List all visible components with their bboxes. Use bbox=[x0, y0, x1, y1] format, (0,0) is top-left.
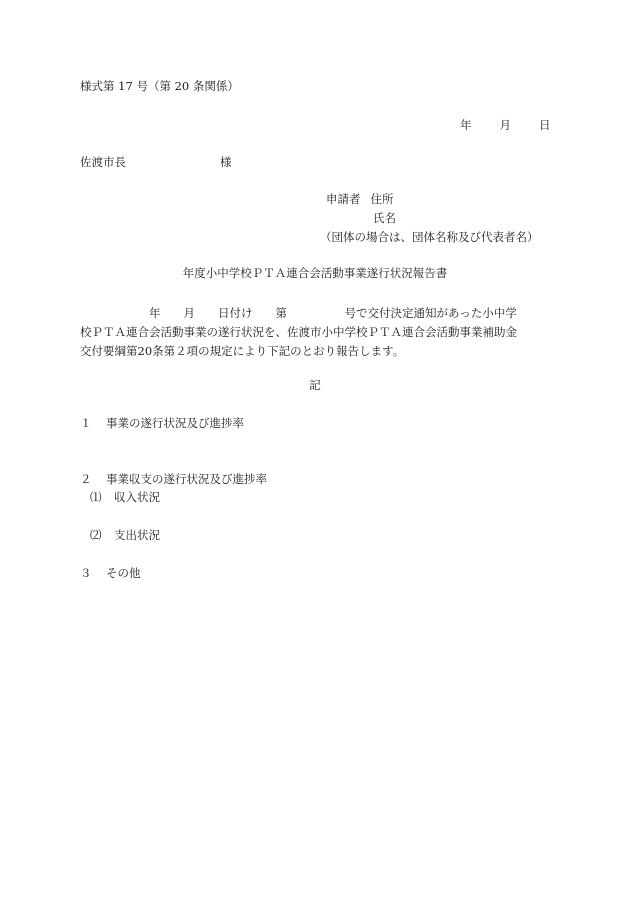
section-3-text: その他 bbox=[106, 566, 141, 580]
applicant-address-label: 住所 bbox=[370, 192, 394, 206]
section-1-text: 事業の遂行状況及び進捗率 bbox=[106, 416, 244, 430]
section-3 bbox=[80, 568, 141, 580]
date-year: 年 bbox=[460, 118, 472, 132]
sub-1-number: ⑴ bbox=[90, 490, 102, 504]
sub-1-text: 収入状況 bbox=[114, 490, 160, 504]
applicant-note: （団体の場合は、団体名称及び代表者名） bbox=[320, 230, 539, 244]
section-2-number: ２ bbox=[80, 472, 92, 486]
applicant-name-label: 氏名 bbox=[373, 211, 396, 225]
body-paragraph bbox=[80, 304, 550, 361]
date-line bbox=[460, 120, 551, 132]
sub-2-number: ⑵ bbox=[90, 528, 102, 542]
document-title: 年度小中学校ＰＴＡ連合会活動事業遂行状況報告書 bbox=[182, 266, 448, 280]
recipient bbox=[80, 157, 232, 169]
section-3-number: ３ bbox=[80, 566, 92, 580]
section-2-sub-2 bbox=[90, 530, 160, 542]
body-line-1: 年 月 日付け 第 号で交付決定通知があった小中学 bbox=[80, 306, 517, 320]
sub-2-text: 支出状況 bbox=[114, 528, 160, 542]
recipient-honorific: 様 bbox=[220, 155, 232, 169]
body-line-2: 校ＰＴＡ連合会活動事業の遂行状況を、佐渡市小中学校ＰＴＡ連合会活動事業補助金 bbox=[80, 325, 517, 339]
applicant-label: 申請者 bbox=[326, 192, 361, 206]
section-1-number: １ bbox=[80, 416, 92, 430]
section-2-text: 事業収支の遂行状況及び進捗率 bbox=[106, 472, 267, 486]
form-number: 様式第 17 号（第 20 条関係） bbox=[80, 79, 239, 93]
date-day: 日 bbox=[539, 118, 551, 132]
section-2 bbox=[80, 474, 267, 486]
date-month: 月 bbox=[499, 118, 511, 132]
section-2-sub-1 bbox=[90, 492, 160, 504]
applicant-address-row bbox=[326, 194, 394, 206]
section-1 bbox=[80, 418, 244, 430]
body-line-3: 交付要綱第20条第２項の規定により下記のとおり報告します。 bbox=[80, 344, 405, 358]
recipient-name: 佐渡市長 bbox=[80, 155, 126, 169]
ki-heading: 記 bbox=[309, 378, 321, 392]
